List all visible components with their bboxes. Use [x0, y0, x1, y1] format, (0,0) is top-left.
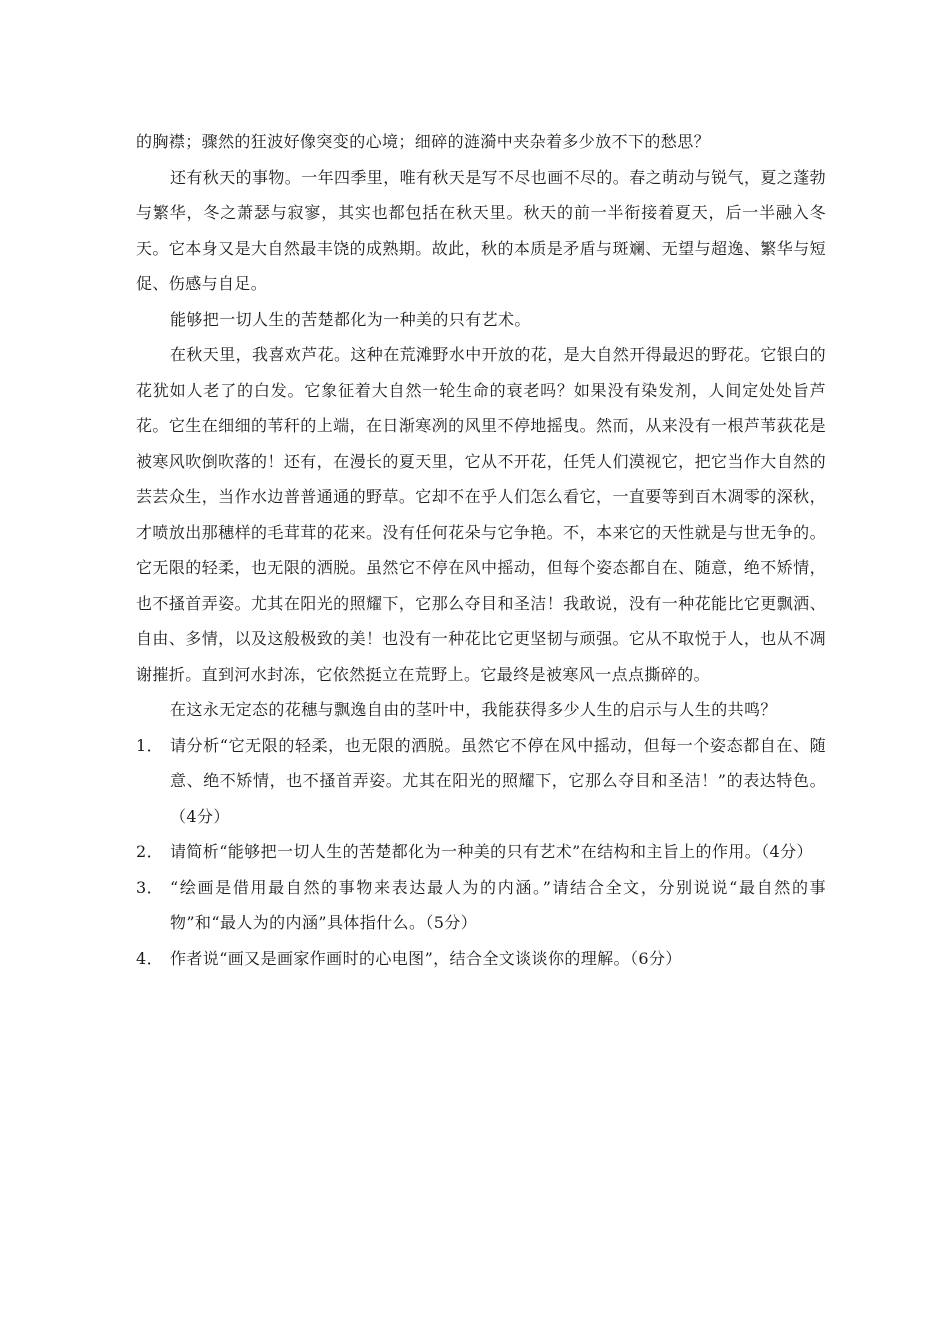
question-item [136, 728, 826, 835]
question-item [136, 834, 826, 870]
question-list [136, 728, 826, 977]
passage-paragraph-1: 的胸襟；骤然的狂波好像突变的心境；细碎的涟漪中夹杂着多少放不下的愁思？ [136, 132, 711, 151]
question-number: 3． [136, 877, 163, 897]
question-number: 4． [136, 948, 163, 968]
passage-paragraph-4: 在秋天里，我喜欢芦花。这种在荒滩野水中开放的花，是大自然开得最迟的野花。它银白的花犹如人老了的白发。它象征着大自然一轮生命的衰老吗？如果没有染发剂，人间定处处旨芦花。它生在细细的苇秆的上端，在日渐寒冽的风里不停地摇曳。然而，从来没有一根芦苇荻花是被寒风吹倒吹落的！还有，在漫长的夏天里，它从不开花，任凭人们漠视它，把它当作大自然的芸芸众生，当作水边普普通通的野草。它却不在乎人们怎么看它，一直要等到百木凋零的深秋，才喷放出那穗样的毛茸茸的花来。没有任何花朵与它争艳。不，本来它的天性就是与世无争的。它无限的轻柔，也无限的洒脱。虽然它不停在风中摇动，但每个姿态都自在、随意，绝不矫情，也不搔首弄姿。尤其在阳光的照耀下，它那么夺目和圣洁！我敢说，没有一种花能比它更飘洒、自由、多情，以及这般极致的美！也没有一种花比它更坚韧与顽强。它从不取悦于人，也从不凋谢摧折。直到河水封冻，它依然挺立在荒野上。它最终是被寒风一点点撕碎的。 [136, 345, 827, 684]
question-text: 作者说“画又是画家作画时的心电图”，结合全文谈谈你的理解。（6分） [170, 948, 682, 968]
passage-paragraph-5: 在这永无定态的花穗与飘逸自由的茎叶中，我能获得多少人生的启示与人生的共鸣？ [170, 700, 777, 719]
passage-paragraph-3: 能够把一切人生的苦楚都化为一种美的只有艺术。 [170, 309, 531, 329]
passage-paragraph-2: 还有秋天的事物。一年四季里，唯有秋天是写不尽也画不尽的。春之萌动与锐气，夏之蓬勃与繁华，冬之萧瑟与寂寥，其实也都包括在秋天里。秋天的前一半衔接着夏天，后一半融入冬天。它本身又是大自然最丰饶的成熟期。故此，秋的本质是矛盾与斑斓、无望与超逸、繁华与短促、伤感与自足。 [136, 167, 827, 293]
question-number: 1． [136, 735, 163, 755]
question-text: 请简析“能够把一切人生的苦楚都化为一种美的只有艺术”在结构和主旨上的作用。（4分） [170, 842, 813, 861]
question-text: “绘画是借用最自然的事物来表达最人为的内涵。”请结合全文，分别说说“最自然的事物”和“最人为的内涵”具体指什么。（5分） [170, 877, 826, 932]
question-number: 2． [136, 842, 163, 861]
question-item [136, 870, 826, 941]
question-item [136, 941, 826, 977]
document-body [136, 124, 826, 976]
passage [136, 124, 826, 728]
question-text: 请分析“它无限的轻柔，也无限的洒脱。虽然它不停在风中摇动，但每一个姿态都自在、随意、绝不矫情，也不搔首弄姿。尤其在阳光的照耀下，它那么夺目和圣洁！”的表达特色。（4分） [170, 735, 826, 826]
